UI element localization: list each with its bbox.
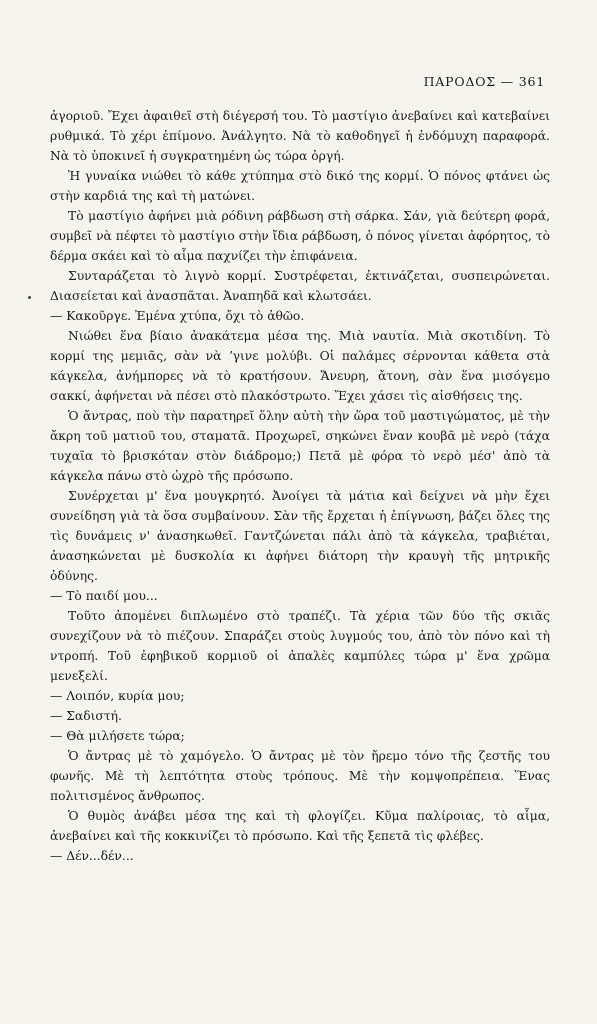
paragraph: Συνταράζεται τὸ λιγνὸ κορμί. Συστρέφεται, ἐκτινάζεται, συσπειρώνεται. Διασείεται καὶ ἀνασπᾶται. Ἀναπηδᾶ καὶ κλωτσάει. [50,269,550,303]
dialogue-line: — Σαδιστή. [50,709,122,723]
dialogue-line: — Τὸ παιδί μου... [50,589,158,603]
margin-mark [28,296,31,299]
paragraph: Τοῦτο ἀπομένει διπλωμένο στὸ τραπέζι. Τὰ χέρια τῶν δύο τῆς σκιᾶς συνεχίζουν νὰ τὸ πιέζουν. Σπαράζει στοὺς λυγμούς του, ἀπὸ τὸν πόνο καὶ τὴ ντροπή. Τοῦ ἐφηβικοῦ κορμιοῦ οἱ ἁπαλὲς καμπύλες τώρα μ' ἕνα χρῶμα μενεξελί. [50,609,550,683]
paragraph: Ὁ ἄντρας μὲ τὸ χαμόγελο. Ὁ ἄντρας μὲ τὸν ἤρεμο τόνο τῆς ζεστῆς του φωνῆς. Μὲ τὴ λεπτότητα στοὺς τρόπους. Μὲ τὴν κομψοπρέπεια. Ἕνας πολιτισμένος ἄνθρωπος. [50,749,550,803]
dialogue-line: — Δέν...δέν... [50,849,134,863]
paragraph: Συνέρχεται μ' ἕνα μουγκρητό. Ἀνοίγει τὰ μάτια καὶ δείχνει νὰ μὴν ἔχει συνείδηση γιὰ τὰ ὅσα συμβαίνουν. Σὰν τῆς ἔρχεται ἡ ἐπίγνωση, βάζει ὅλες της τὶς δυνάμεις ν' ἀνασηκωθεῖ. Γαντζώνεται πάλι ἀπὸ τὰ κάγκελα, τραβιέται, ἀνασηκώνεται μὲ δυσκολία κι ἀφήνει διάτορη τὴν κραυγὴ τῆς μητρικῆς ὀδύνης. [50,489,550,583]
paragraph: Νιώθει ἕνα βίαιο ἀνακάτεμα μέσα της. Μιὰ ναυτία. Μιὰ σκοτιδίνη. Τὸ κορμί της μεμιᾶς, σὰν νὰ ʼγινε μολύβι. Οἱ παλάμες σέρνονται κάθετα στὰ κάγκελα, ἀνήμπορες νὰ τὸ κρατήσουν. Ἄνευρη, ἄτονη, σὰν ἕνα μισόγεμο σακκί, ἀφήνεται νὰ πέσει στὸ πλακόστρωτο. Ἔχει χάσει τὶς αἰσθήσεις της. [50,329,550,403]
paragraph: ἀγοριοῦ. Ἔχει ἀφαιθεῖ στὴ διέγερσή του. Τὸ μαστίγιο ἀνεβαίνει καὶ κατεβαίνει ρυθμικά. Τὸ χέρι ἐπίμονο. Ἀνάλγητο. Νὰ τὸ καθοδηγεῖ ἡ ἐνδόμυχη παραφορά. Νὰ τὸ ὑποκινεῖ ἡ συγκρατημένη ὡς τώρα ὀργή. [50,109,550,163]
dialogue-line: — Θὰ μιλήσετε τώρα; [50,729,185,743]
dialogue-line: — Λοιπόν, κυρία μου; [50,689,185,703]
paragraph: Ὁ θυμὸς ἀνάβει μέσα της καὶ τὴ φλογίζει. Κῦμα παλίροιας, τὸ αἷμα, ἀνεβαίνει καὶ τῆς κοκκινίζει τὸ πρόσωπο. Καὶ τῆς ξεπετᾶ τὶς φλέβες. [50,809,550,843]
paragraph: Ὁ ἄντρας, ποὺ τὴν παρατηρεῖ ὅλην αὐτὴ τὴν ὥρα τοῦ μαστιγώματος, μὲ τὴν ἄκρη τοῦ ματιοῦ του, σταματᾶ. Προχωρεῖ, σηκώνει ἕναν κουβᾶ μὲ νερὸ (τάχα τυχαῖα τὸ βρισκόταν στὸν διάδρομο;) Πετᾶ μὲ φόρα τὸ νερὸ μέσ' ἀπὸ τὰ κάγκελα πάνω στὸ ὠχρὸ τῆς πρόσωπο. [50,409,550,483]
page-body [50,106,550,866]
paragraph: Ἡ γυναίκα νιώθει τὸ κάθε χτύπημα στὸ δικό της κορμί. Ὁ πόνος φτάνει ὡς στὴν καρδιά της καὶ τὴ ματώνει. [50,169,550,203]
running-head: ΠΑΡΟΔΟΣ — 361 [423,74,545,89]
dialogue-line: — Κακοῦργε. Ἐμένα χτύπα, ὄχι τὸ ἀθῶο. [50,309,305,323]
paragraph: Τὸ μαστίγιο ἀφήνει μιὰ ρόδινη ράβδωση στὴ σάρκα. Σάν, γιὰ δεύτερη φορά, συμβεῖ νὰ πέφτει τὸ μαστίγιο στὴν ἴδια ράβδωση, ὁ πόνος γίνεται ἀφόρητος, τὸ δέρμα σκάει καὶ τὸ αἷμα παχνίζει τὴν ἐπιφάνεια. [50,209,550,263]
